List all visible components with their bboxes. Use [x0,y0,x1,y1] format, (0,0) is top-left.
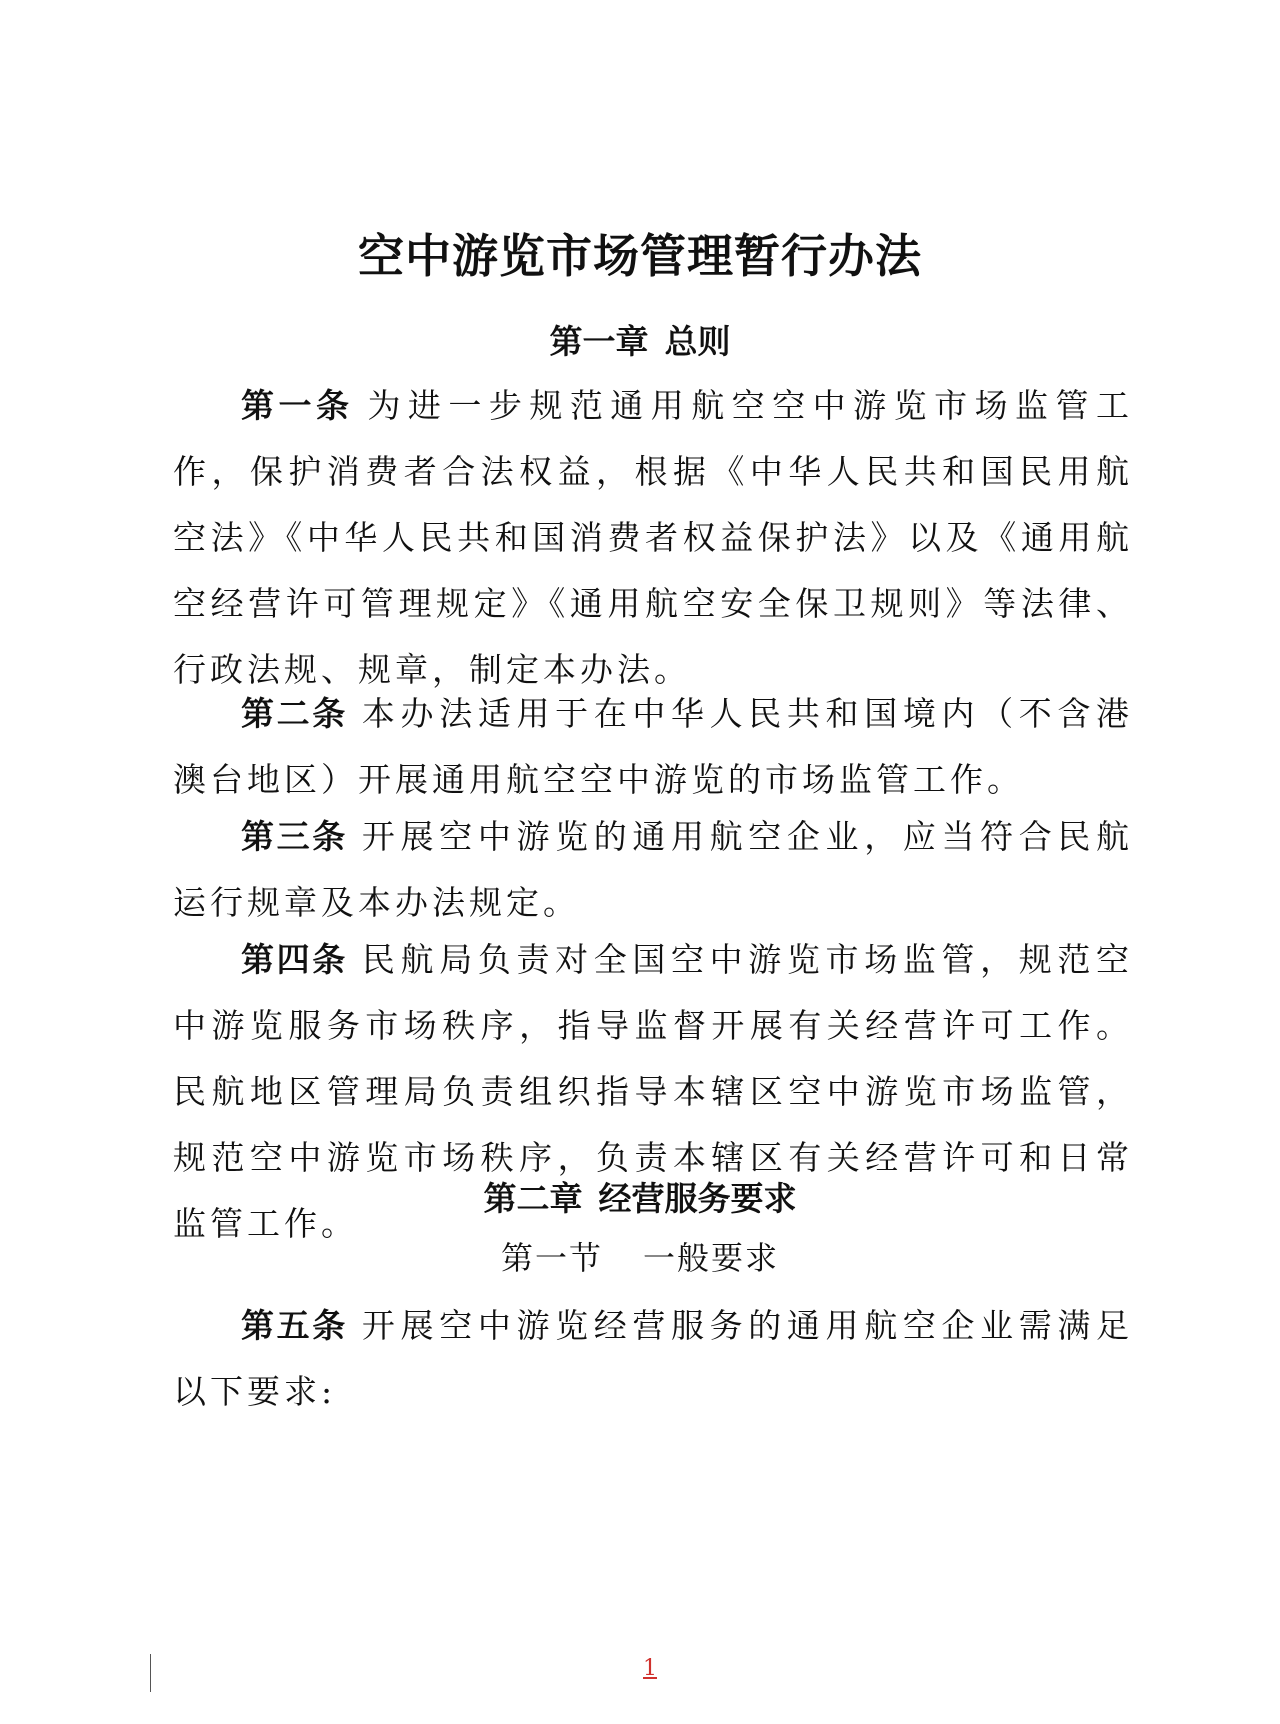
chapter-1-title: 总则 [664,322,731,361]
article-4-text: 民航局负责对全国空中游览市场监管，规范空中游览服务市场秩序，指导监督开展有关经营许可工作。民航地区管理局负责组织指导本辖区空中游览市场监管，规范空中游览市场秩序，负责本辖区有关经营许可和日常监管工作。 [173,940,1134,1243]
chapter-2-title: 经营服务要求 [598,1179,797,1218]
article-2-text: 本办法适用于在中华人民共和国境内（不含港澳台地区）开展通用航空空中游览的市场监管工作。 [173,694,1134,799]
article-2-label: 第二条 [241,694,348,733]
article-1-text: 为进一步规范通用航空空中游览市场监管工作，保护消费者合法权益，根据《中华人民共和国民用航空法》《中华人民共和国消费者权益保护法》以及《通用航空经营许可管理规定》《通用航空安全保卫规则》等法律、行政法规、规章，制定本办法。 [173,386,1134,689]
section-1-heading [0,1236,1280,1280]
section-1-title: 一般要求 [643,1239,780,1277]
chapter-1-heading [0,320,1280,364]
chapter-1-number: 第一章 [549,322,649,361]
article-5-label: 第五条 [241,1306,348,1345]
article-3-text: 开展空中游览的通用航空企业，应当符合民航运行规章及本办法规定。 [173,817,1134,922]
article-3 [173,804,1133,936]
chapter-2-number: 第二章 [483,1179,583,1218]
article-2 [173,681,1133,813]
section-1-number: 第一节 [500,1239,603,1277]
article-5 [173,1293,1133,1425]
margin-guide-line [150,1654,151,1692]
chapter-2-heading [0,1177,1280,1221]
article-4-label: 第四条 [241,940,348,979]
document-title: 空中游览市场管理暂行办法 [358,229,922,283]
article-3-label: 第三条 [241,817,348,856]
article-5-text: 开展空中游览经营服务的通用航空企业需满足以下要求: [173,1306,1134,1411]
article-1 [173,373,1133,703]
page-number: 1 [643,1656,657,1681]
article-1-label: 第一条 [241,386,354,425]
